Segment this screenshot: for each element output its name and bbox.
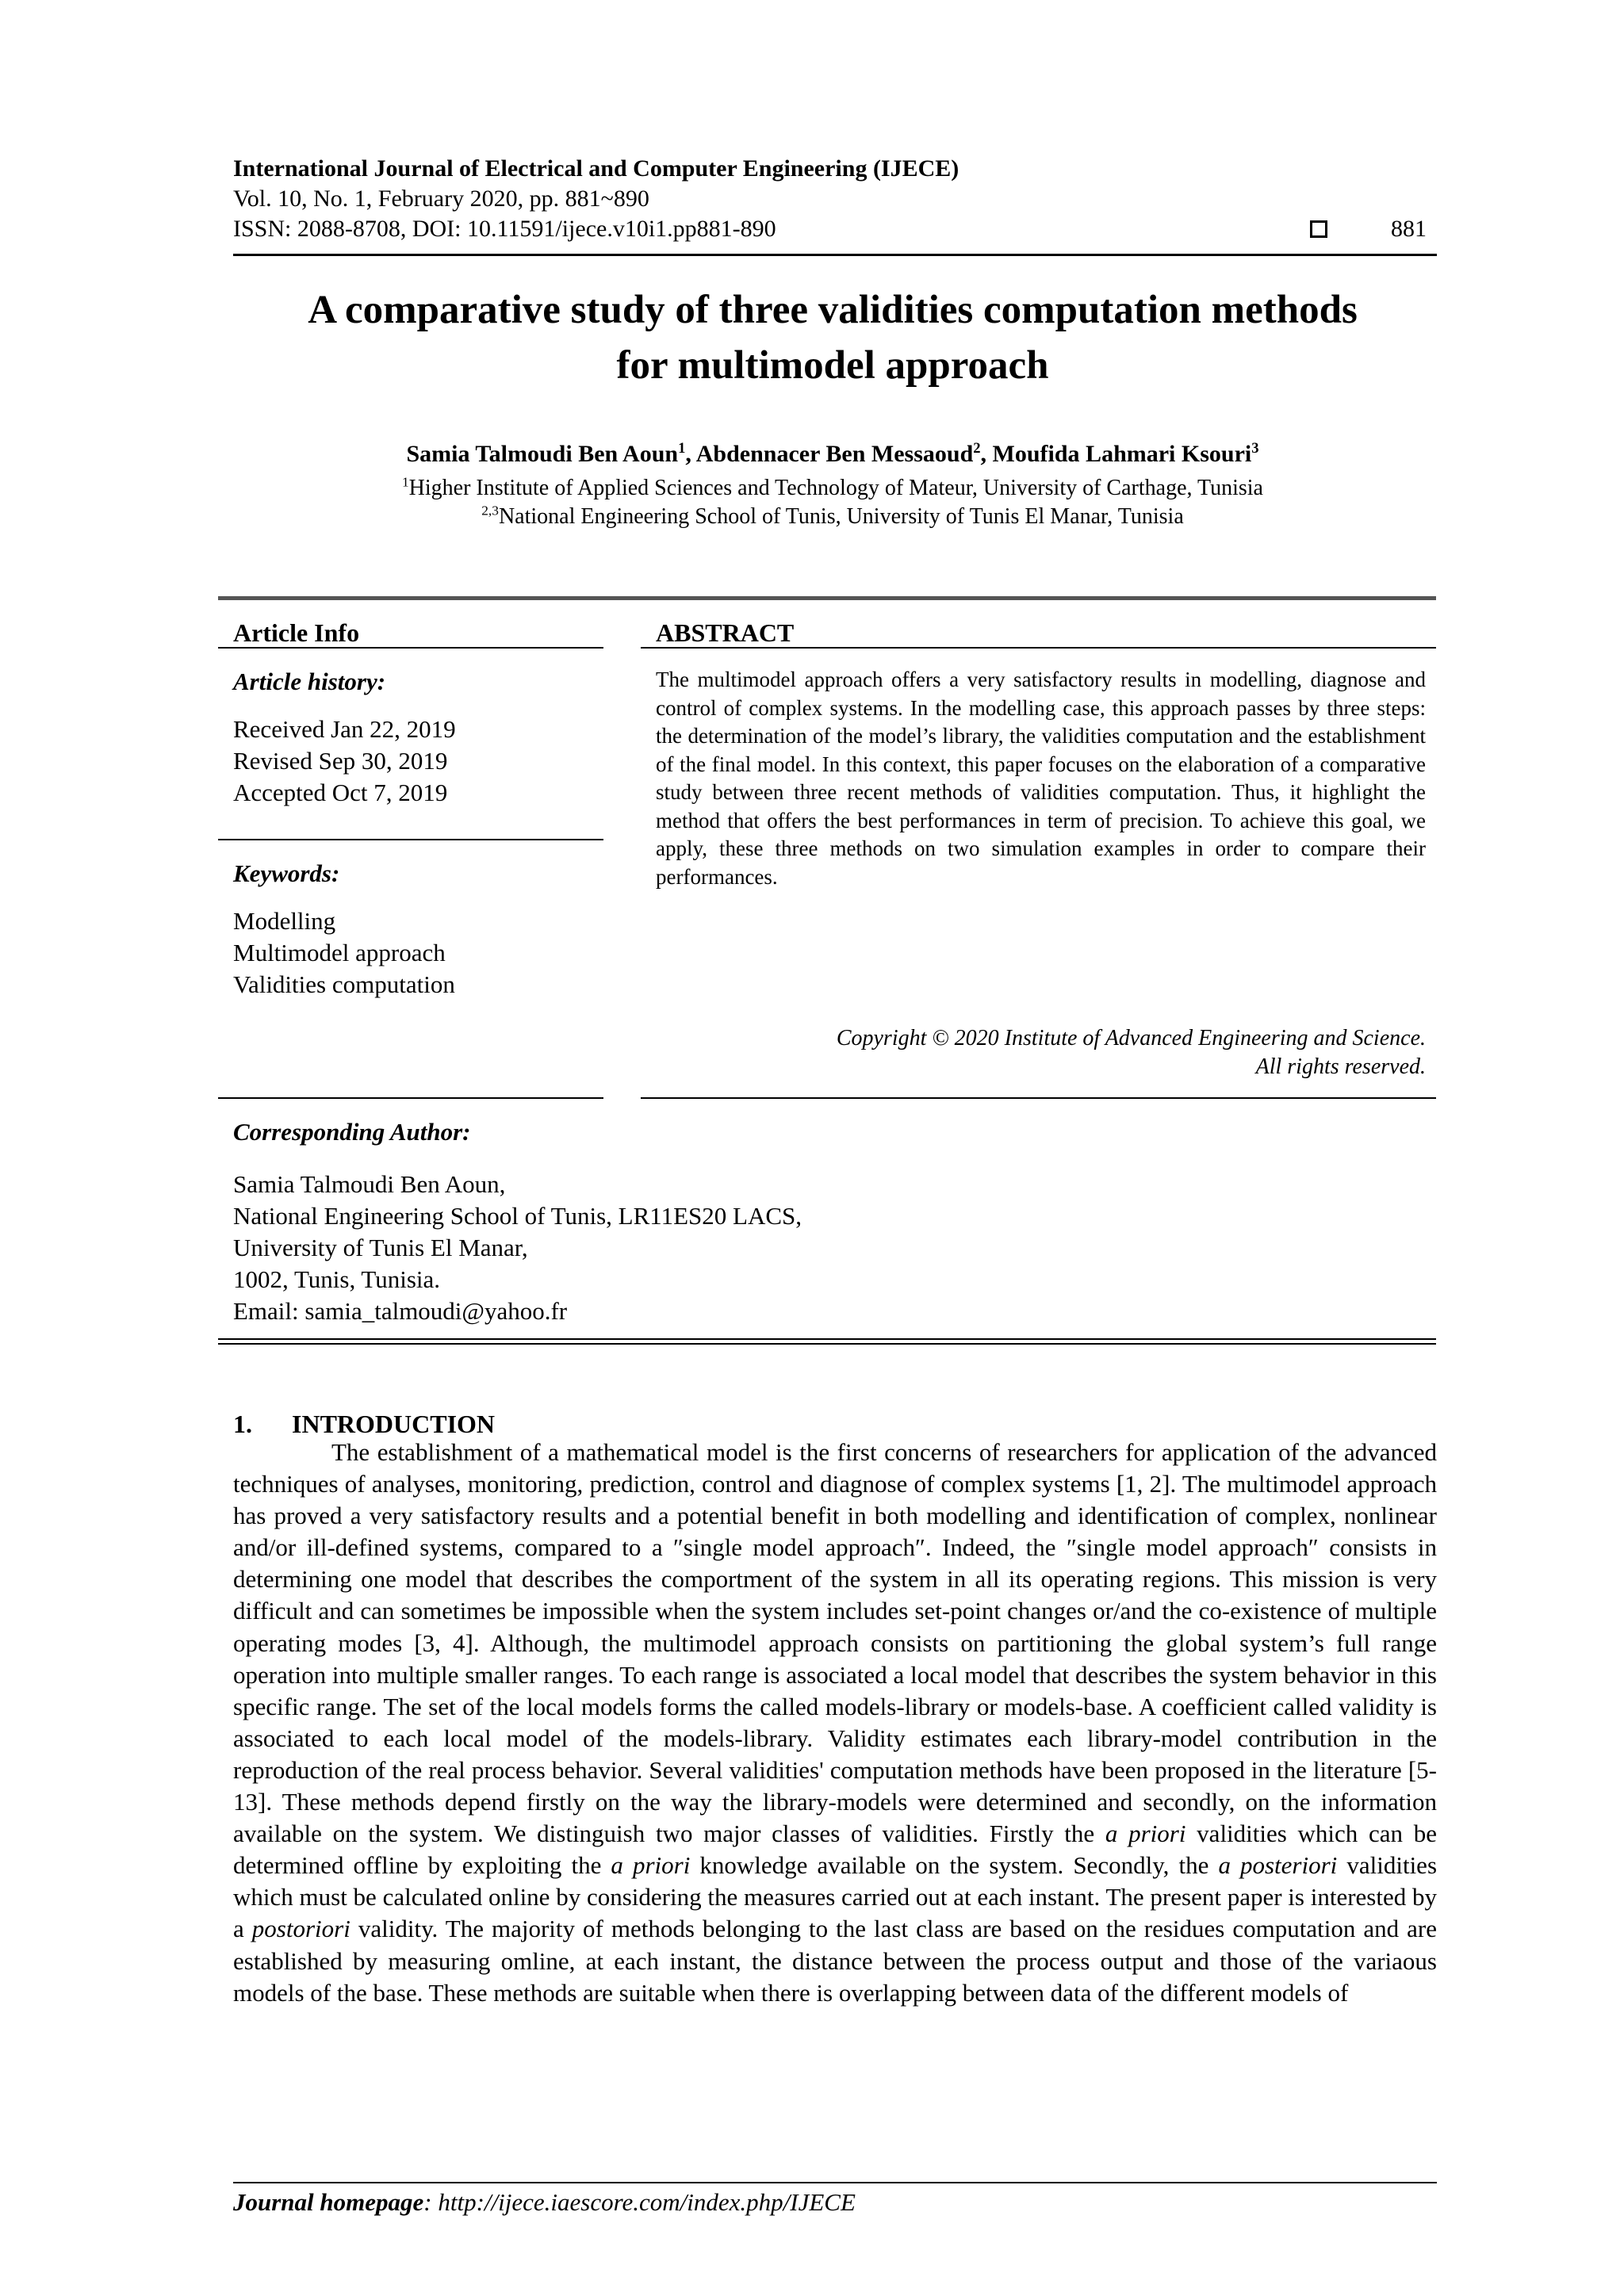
affiliation-text: National Engineering School of Tunis, University of Tunis El Manar, Tunisia — [498, 504, 1184, 529]
journal-volume: Vol. 10, No. 1, February 2020, pp. 881~890 — [233, 186, 649, 212]
corresponding-name: Samia Talmoudi Ben Aoun, — [233, 1170, 506, 1198]
corresponding-author-details — [233, 1169, 802, 1327]
text-run-italic: postoriori — [251, 1915, 350, 1943]
history-revised: Revised Sep 30, 2019 — [233, 747, 448, 775]
history-accepted: Accepted Oct 7, 2019 — [233, 779, 448, 806]
text-run-italic: a priori — [611, 1851, 691, 1880]
article-history — [233, 714, 456, 809]
text-run: validities which must be calculated online by considering the measures carried out at each instant. The present paper is interested by a — [233, 1851, 1438, 1943]
affiliation-2 — [159, 504, 1507, 530]
introduction-body — [233, 1437, 1437, 2009]
article-info-heading: Article Info — [233, 618, 360, 647]
affiliation-1 — [159, 476, 1507, 501]
introduction-paragraph — [233, 1437, 1437, 2009]
copyright-notice — [656, 1024, 1426, 1081]
checkbox-square-icon — [1310, 220, 1327, 238]
title-line-1: A comparative study of three validities computation methods — [308, 288, 1358, 332]
author-affiliation-mark: 1 — [678, 440, 686, 457]
title-line-2: for multimodel approach — [616, 343, 1049, 388]
keywords-list — [233, 905, 455, 1001]
journal-issn-doi: ISSN: 2088-8708, DOI: 10.11591/ijece.v10i1.pp881-890 — [233, 216, 776, 242]
abstract-rule — [641, 647, 1436, 649]
text-run: validity. The majority of methods belonging to the last class are based on the residues computation and are established by measuring omline, at each instant, the distance between the process output and those of the variaous models of the base. These methods are suitable when there is overlapping between data of the different models of — [233, 1915, 1438, 2007]
journal-name: International Journal of Electrical and Computer Engineering (IJECE) — [233, 155, 959, 182]
info-block-bottom-rule-2 — [218, 1343, 1436, 1345]
author-affiliation-mark: 2 — [973, 440, 981, 457]
page-number: 881 — [1391, 216, 1427, 242]
affiliation-text: Higher Institute of Applied Sciences and Technology of Mateur, University of Carthage, Tunisia — [408, 476, 1263, 500]
author-separator: , — [685, 441, 696, 467]
corresponding-author-heading: Corresponding Author: — [233, 1118, 471, 1146]
article-info-rule — [218, 647, 603, 649]
corresponding-institution: National Engineering School of Tunis, LR11ES20 LACS, — [233, 1202, 802, 1230]
journal-homepage-label: Journal homepage — [233, 2188, 424, 2216]
text-run: knowledge available on the system. Secondly, the — [690, 1851, 1219, 1880]
copyright-line-1: Copyright © 2020 Institute of Advanced Engineering and Science. — [836, 1026, 1426, 1050]
header-rule — [233, 254, 1437, 256]
abstract-text: The multimodel approach offers a very satisfactory results in modelling, diagnose and control of complex systems. In the modelling case, this approach passes by three steps: the determination of the model’s library, the validities computation and the establishment of the final model. In this context, this paper focuses on the elaboration of a comparative study between three recent methods of validities computation. Thus, it highlight the method that offers the best performances in term of precision. To achieve this goal, we apply, these three methods on two simulation examples in order to compare their performances. — [656, 668, 1426, 889]
article-history-heading: Article history: — [233, 668, 386, 695]
info-bottom-rule-right — [641, 1097, 1436, 1099]
paper-title — [159, 282, 1507, 393]
author-name: Abdennacer Ben Messaoud — [695, 441, 974, 467]
author-name: Moufida Lahmari Ksouri — [992, 441, 1252, 467]
keyword: Validities computation — [233, 970, 455, 998]
author-affiliation-mark: 3 — [1251, 440, 1259, 457]
text-run: The establishment of a mathematical model is the first concerns of researchers for application of the advanced techniques of analyses, monitoring, prediction, control and diagnose of complex systems [1, 2]. The multimodel approach has proved a very satisfactory results and a potential benefit in both modelling and identification of complex, nonlinear and/or ill-defined systems, compared to a ″single model approach″. Indeed, the ″single model approach″ consists in determining one model that describes the comportment of the system in all its operating regions. This mission is very difficult and can sometimes be impossible when the system includes set-point changes or/and the co-existence of multiple operating modes [3, 4]. Although, the multimodel approach consists on partitioning the global system’s full range operation into multiple smaller ranges. To each range is associated a local model that describes the system behavior in this specific range. The set of the local models forms the called models-library or models-base. A coefficient called validity is associated to each local model of the models-library. Validity estimates each library-model contribution in the reproduction of the real process behavior. Several validities' computation methods have been proposed in the literature [5-13]. These methods depend firstly on the way the library-models were determined and secondly, on the information available on the system. We distinguish two major classes of validities. Firstly the — [233, 1438, 1437, 1848]
keyword: Multimodel approach — [233, 939, 446, 966]
section-title: INTRODUCTION — [292, 1410, 496, 1438]
section-number: 1. — [233, 1410, 252, 1438]
copyright-line-2: All rights reserved. — [1255, 1054, 1426, 1079]
corresponding-address: 1002, Tunis, Tunisia. — [233, 1265, 441, 1293]
keyword: Modelling — [233, 907, 336, 935]
corresponding-email: Email: samia_talmoudi@yahoo.fr — [233, 1297, 568, 1325]
text-run-italic: a priori — [1105, 1820, 1186, 1848]
keywords-heading: Keywords: — [233, 859, 340, 887]
affiliation-mark: 1 — [401, 474, 409, 490]
journal-homepage — [233, 2188, 856, 2217]
info-bottom-rule-left — [218, 1097, 603, 1099]
author-separator: , — [980, 441, 993, 467]
text-run: validities which can be determined offline by exploiting the — [233, 1820, 1438, 1880]
journal-homepage-url[interactable]: : http://ijece.iaescore.com/index.php/IJECE — [423, 2188, 856, 2216]
author-list — [159, 441, 1507, 468]
history-rule — [218, 839, 603, 840]
info-block-bottom-rule — [218, 1338, 1436, 1340]
info-block-top-rule — [218, 596, 1436, 600]
abstract-heading: ABSTRACT — [656, 618, 795, 647]
author-name: Samia Talmoudi Ben Aoun — [406, 441, 679, 467]
affiliation-mark: 2,3 — [481, 503, 499, 519]
corresponding-university: University of Tunis El Manar, — [233, 1234, 528, 1261]
footer-rule — [233, 2182, 1437, 2183]
text-run-italic: a posteriori — [1218, 1851, 1338, 1880]
history-received: Received Jan 22, 2019 — [233, 715, 456, 743]
